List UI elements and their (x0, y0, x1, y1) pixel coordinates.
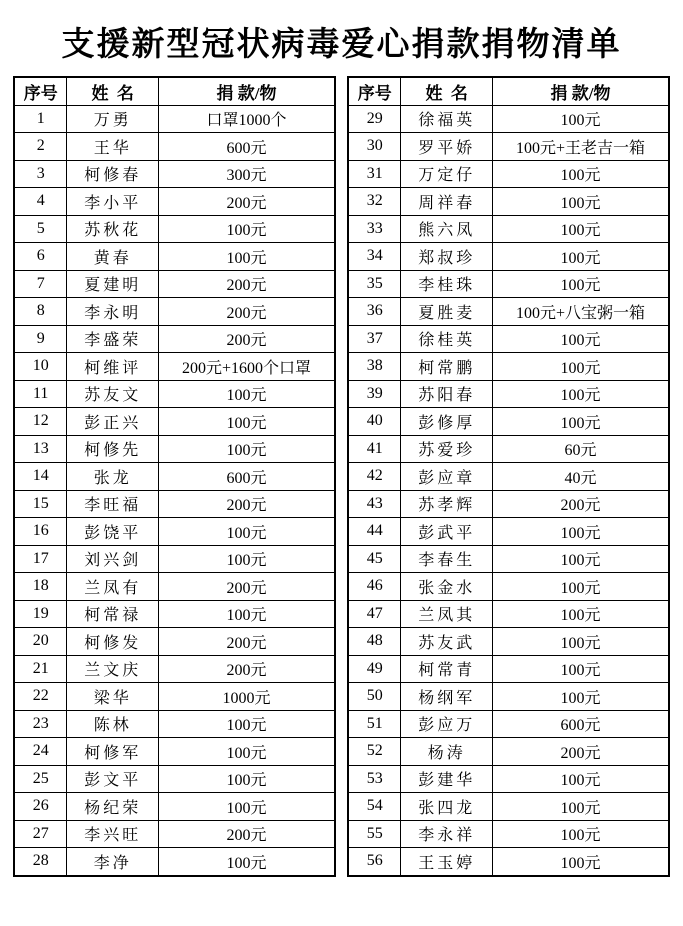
name-cell: 李盛荣 (67, 325, 158, 353)
serial-cell: 5 (14, 215, 67, 243)
serial-cell: 8 (14, 298, 67, 326)
donation-cell: 200元 (158, 820, 335, 848)
table-row (14, 408, 335, 436)
serial-cell: 28 (14, 848, 67, 876)
col-header-serial: 序号 (348, 77, 401, 105)
name-cell: 苏友文 (67, 380, 158, 408)
donation-cell: 口罩1000个 (158, 105, 335, 133)
donation-cell: 100元 (158, 600, 335, 628)
serial-cell: 3 (14, 160, 67, 188)
donation-cell: 200元 (158, 655, 335, 683)
serial-cell: 36 (348, 298, 401, 326)
serial-cell: 39 (348, 380, 401, 408)
name-cell: 苏阳春 (401, 380, 492, 408)
table-row (348, 133, 669, 161)
donation-cell: 100元 (158, 545, 335, 573)
serial-cell: 17 (14, 545, 67, 573)
table-row (14, 655, 335, 683)
col-header-donation: 捐 款/物 (158, 77, 335, 105)
name-cell: 周祥春 (401, 188, 492, 216)
serial-cell: 50 (348, 683, 401, 711)
table-row (14, 133, 335, 161)
donation-cell: 200元 (158, 325, 335, 353)
serial-cell: 42 (348, 463, 401, 491)
serial-cell: 48 (348, 628, 401, 656)
donation-cell: 100元 (492, 765, 669, 793)
table-row (14, 490, 335, 518)
table-row (14, 105, 335, 133)
serial-cell: 22 (14, 683, 67, 711)
name-cell: 苏友武 (401, 628, 492, 656)
donation-cell: 200元 (492, 738, 669, 766)
serial-cell: 37 (348, 325, 401, 353)
name-cell: 张龙 (67, 463, 158, 491)
table-row (348, 408, 669, 436)
name-cell: 柯常鹏 (401, 353, 492, 381)
name-cell: 彭应万 (401, 710, 492, 738)
table-row (348, 518, 669, 546)
col-header-name: 姓 名 (67, 77, 158, 105)
name-cell: 夏胜麦 (401, 298, 492, 326)
serial-cell: 30 (348, 133, 401, 161)
donation-cell: 200元 (158, 573, 335, 601)
serial-cell: 44 (348, 518, 401, 546)
table-row (14, 765, 335, 793)
name-cell: 王玉婷 (401, 848, 492, 876)
serial-cell: 49 (348, 655, 401, 683)
table-row (348, 600, 669, 628)
table-row (14, 573, 335, 601)
serial-cell: 35 (348, 270, 401, 298)
table-row (348, 435, 669, 463)
donation-cell: 100元 (492, 160, 669, 188)
name-cell: 彭修厚 (401, 408, 492, 436)
donation-cell: 100元 (492, 820, 669, 848)
serial-cell: 43 (348, 490, 401, 518)
donation-cell: 200元 (158, 298, 335, 326)
table-body-right (348, 105, 669, 876)
donation-cell: 100元 (492, 270, 669, 298)
donation-cell: 100元 (492, 518, 669, 546)
name-cell: 杨涛 (401, 738, 492, 766)
name-cell: 彭应章 (401, 463, 492, 491)
name-cell: 刘兴剑 (67, 545, 158, 573)
tables-container (0, 76, 683, 877)
serial-cell: 24 (14, 738, 67, 766)
name-cell: 李兴旺 (67, 820, 158, 848)
table-row (348, 848, 669, 876)
donation-table-left (13, 76, 336, 877)
donation-cell: 100元+八宝粥一箱 (492, 298, 669, 326)
donation-cell: 100元 (492, 243, 669, 271)
donation-cell: 100元 (158, 408, 335, 436)
table-row (14, 325, 335, 353)
serial-cell: 54 (348, 793, 401, 821)
table-row (348, 188, 669, 216)
serial-cell: 23 (14, 710, 67, 738)
donation-cell: 100元 (492, 573, 669, 601)
table-row (14, 160, 335, 188)
donation-cell: 300元 (158, 160, 335, 188)
donation-cell: 100元 (158, 738, 335, 766)
name-cell: 万勇 (67, 105, 158, 133)
table-row (14, 298, 335, 326)
table-row (14, 435, 335, 463)
table-row (348, 738, 669, 766)
donation-cell: 200元 (158, 188, 335, 216)
name-cell: 李永明 (67, 298, 158, 326)
serial-cell: 53 (348, 765, 401, 793)
table-row (14, 215, 335, 243)
donation-cell: 200元+1600个口罩 (158, 353, 335, 381)
serial-cell: 52 (348, 738, 401, 766)
table-row (14, 463, 335, 491)
table-row (14, 545, 335, 573)
serial-cell: 26 (14, 793, 67, 821)
table-row (348, 243, 669, 271)
page-title: 支援新型冠状病毒爱心捐款捐物清单 (61, 27, 622, 63)
col-header-donation: 捐 款/物 (492, 77, 669, 105)
donation-cell: 100元 (492, 408, 669, 436)
name-cell: 苏秋花 (67, 215, 158, 243)
donation-cell: 100元 (492, 325, 669, 353)
table-row (348, 325, 669, 353)
donation-cell: 100元 (492, 793, 669, 821)
name-cell: 柯常禄 (67, 600, 158, 628)
name-cell: 兰凤其 (401, 600, 492, 628)
name-cell: 郑叔珍 (401, 243, 492, 271)
table-row (14, 243, 335, 271)
table-row (348, 710, 669, 738)
name-cell: 李净 (67, 848, 158, 876)
table-row (348, 655, 669, 683)
name-cell: 陈林 (67, 710, 158, 738)
name-cell: 柯修春 (67, 160, 158, 188)
serial-cell: 29 (348, 105, 401, 133)
table-row (14, 710, 335, 738)
table-row (348, 793, 669, 821)
serial-cell: 51 (348, 710, 401, 738)
donation-cell: 100元 (158, 765, 335, 793)
name-cell: 黄春 (67, 243, 158, 271)
table-row (348, 463, 669, 491)
name-cell: 熊六凤 (401, 215, 492, 243)
serial-cell: 13 (14, 435, 67, 463)
donation-cell: 100元 (492, 188, 669, 216)
table-row (14, 188, 335, 216)
serial-cell: 55 (348, 820, 401, 848)
donation-cell: 100元 (158, 380, 335, 408)
table-row (14, 270, 335, 298)
name-cell: 彭建华 (401, 765, 492, 793)
table-row (348, 380, 669, 408)
name-cell: 李永祥 (401, 820, 492, 848)
name-cell: 柯维评 (67, 353, 158, 381)
name-cell: 李春生 (401, 545, 492, 573)
table-row (14, 518, 335, 546)
name-cell: 张四龙 (401, 793, 492, 821)
serial-cell: 31 (348, 160, 401, 188)
serial-cell: 7 (14, 270, 67, 298)
serial-cell: 14 (14, 463, 67, 491)
table-row (348, 628, 669, 656)
serial-cell: 32 (348, 188, 401, 216)
serial-cell: 21 (14, 655, 67, 683)
serial-cell: 19 (14, 600, 67, 628)
name-cell: 彭文平 (67, 765, 158, 793)
name-cell: 柯常青 (401, 655, 492, 683)
name-cell: 彭武平 (401, 518, 492, 546)
donation-cell: 100元 (492, 380, 669, 408)
serial-cell: 18 (14, 573, 67, 601)
name-cell: 张金水 (401, 573, 492, 601)
table-row (14, 600, 335, 628)
name-cell: 夏建明 (67, 270, 158, 298)
donation-cell: 100元 (492, 105, 669, 133)
donation-cell: 100元 (158, 518, 335, 546)
name-cell: 李旺福 (67, 490, 158, 518)
serial-cell: 33 (348, 215, 401, 243)
name-cell: 李桂珠 (401, 270, 492, 298)
donation-cell: 40元 (492, 463, 669, 491)
table-row (14, 793, 335, 821)
table-row (14, 848, 335, 876)
donation-cell: 100元 (492, 655, 669, 683)
table-row (14, 683, 335, 711)
donation-cell: 100元 (158, 848, 335, 876)
table-row (14, 738, 335, 766)
table-row (348, 353, 669, 381)
serial-cell: 38 (348, 353, 401, 381)
name-cell: 杨纲军 (401, 683, 492, 711)
donation-cell: 100元 (492, 215, 669, 243)
name-cell: 徐福英 (401, 105, 492, 133)
table-body-left (14, 105, 335, 876)
donation-cell: 1000元 (158, 683, 335, 711)
donation-cell: 60元 (492, 435, 669, 463)
table-row (14, 353, 335, 381)
serial-cell: 40 (348, 408, 401, 436)
serial-cell: 9 (14, 325, 67, 353)
donation-cell: 100元 (492, 683, 669, 711)
col-header-name: 姓 名 (401, 77, 492, 105)
serial-cell: 41 (348, 435, 401, 463)
table-header-row (14, 77, 335, 105)
name-cell: 彭饶平 (67, 518, 158, 546)
name-cell: 梁华 (67, 683, 158, 711)
serial-cell: 16 (14, 518, 67, 546)
name-cell: 苏爱珍 (401, 435, 492, 463)
table-row (348, 215, 669, 243)
table-row (348, 105, 669, 133)
table-row (348, 298, 669, 326)
serial-cell: 12 (14, 408, 67, 436)
serial-cell: 56 (348, 848, 401, 876)
col-header-serial: 序号 (14, 77, 67, 105)
table-row (14, 628, 335, 656)
name-cell: 柯修先 (67, 435, 158, 463)
table-row (348, 490, 669, 518)
name-cell: 柯修军 (67, 738, 158, 766)
table-row (348, 270, 669, 298)
name-cell: 徐桂英 (401, 325, 492, 353)
donation-cell: 200元 (158, 628, 335, 656)
table-row (348, 545, 669, 573)
serial-cell: 25 (14, 765, 67, 793)
donation-cell: 200元 (158, 270, 335, 298)
donation-cell: 100元 (492, 600, 669, 628)
name-cell: 苏孝辉 (401, 490, 492, 518)
name-cell: 兰文庆 (67, 655, 158, 683)
name-cell: 王华 (67, 133, 158, 161)
table-row (14, 820, 335, 848)
serial-cell: 2 (14, 133, 67, 161)
donation-cell: 100元 (158, 710, 335, 738)
donation-cell: 100元 (492, 628, 669, 656)
donation-cell: 100元 (492, 848, 669, 876)
serial-cell: 34 (348, 243, 401, 271)
table-row (348, 765, 669, 793)
serial-cell: 4 (14, 188, 67, 216)
serial-cell: 46 (348, 573, 401, 601)
serial-cell: 47 (348, 600, 401, 628)
donation-table-right (347, 76, 670, 877)
name-cell: 兰凤有 (67, 573, 158, 601)
donation-cell: 600元 (158, 463, 335, 491)
serial-cell: 45 (348, 545, 401, 573)
serial-cell: 10 (14, 353, 67, 381)
name-cell: 万定仔 (401, 160, 492, 188)
donation-cell: 600元 (158, 133, 335, 161)
table-row (348, 160, 669, 188)
donation-cell: 100元 (158, 435, 335, 463)
name-cell: 杨纪荣 (67, 793, 158, 821)
serial-cell: 6 (14, 243, 67, 271)
donation-cell: 200元 (158, 490, 335, 518)
name-cell: 柯修发 (67, 628, 158, 656)
donation-cell: 600元 (492, 710, 669, 738)
serial-cell: 20 (14, 628, 67, 656)
donation-cell: 100元+王老吉一箱 (492, 133, 669, 161)
donation-cell: 200元 (492, 490, 669, 518)
table-row (348, 573, 669, 601)
donation-cell: 100元 (492, 545, 669, 573)
serial-cell: 11 (14, 380, 67, 408)
table-row (14, 380, 335, 408)
name-cell: 罗平娇 (401, 133, 492, 161)
name-cell: 彭正兴 (67, 408, 158, 436)
serial-cell: 27 (14, 820, 67, 848)
donation-cell: 100元 (492, 353, 669, 381)
donation-cell: 100元 (158, 793, 335, 821)
table-row (348, 683, 669, 711)
name-cell: 李小平 (67, 188, 158, 216)
table-row (348, 820, 669, 848)
table-header-row (348, 77, 669, 105)
serial-cell: 15 (14, 490, 67, 518)
donation-cell: 100元 (158, 215, 335, 243)
donation-cell: 100元 (158, 243, 335, 271)
serial-cell: 1 (14, 105, 67, 133)
